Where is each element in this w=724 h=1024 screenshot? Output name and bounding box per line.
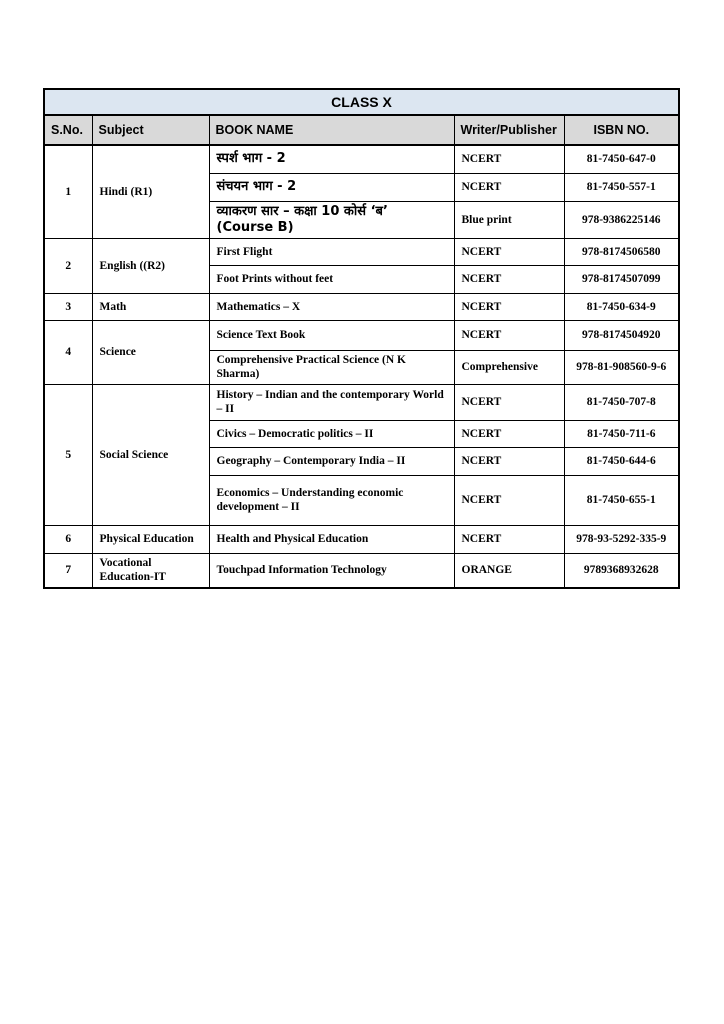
book-row xyxy=(44,145,679,173)
sno-cell: 2 xyxy=(44,239,92,294)
sno-cell: 6 xyxy=(44,525,92,553)
isbn-cell: 81-7450-711-6 xyxy=(564,420,679,447)
subject-cell: English ((R2) xyxy=(92,239,209,294)
book-row xyxy=(44,239,679,266)
sno-cell: 7 xyxy=(44,553,92,587)
book-row xyxy=(44,321,679,351)
book-name-cell: History – Indian and the contemporary World – II xyxy=(209,384,454,420)
table-title-row xyxy=(44,89,679,115)
subject-cell: Vocational Education-IT xyxy=(92,553,209,587)
book-name-cell: Comprehensive Practical Science (N K Sharma) xyxy=(209,351,454,385)
table-header-row xyxy=(44,115,679,145)
column-header-writer-publisher: Writer/Publisher xyxy=(454,115,564,145)
writer-publisher-cell: NCERT xyxy=(454,173,564,201)
sno-cell: 4 xyxy=(44,321,92,385)
book-name-cell: व्याकरण सार – कक्षा 10 कोर्स ‘ब’ (Course B) xyxy=(209,201,454,239)
subject-cell: Math xyxy=(92,294,209,321)
book-row xyxy=(44,294,679,321)
subject-cell: Science xyxy=(92,321,209,385)
writer-publisher-cell: NCERT xyxy=(454,475,564,525)
book-name-cell: Civics – Democratic politics – II xyxy=(209,420,454,447)
isbn-cell: 978-8174504920 xyxy=(564,321,679,351)
sno-cell: 1 xyxy=(44,145,92,239)
isbn-cell: 81-7450-644-6 xyxy=(564,447,679,475)
book-list-table xyxy=(43,88,680,589)
isbn-cell: 9789368932628 xyxy=(564,553,679,587)
book-row xyxy=(44,525,679,553)
table-title: CLASS X xyxy=(44,89,679,115)
isbn-cell: 81-7450-707-8 xyxy=(564,384,679,420)
sno-cell: 5 xyxy=(44,384,92,525)
writer-publisher-cell: NCERT xyxy=(454,384,564,420)
subject-cell: Social Science xyxy=(92,384,209,525)
subject-cell: Physical Education xyxy=(92,525,209,553)
book-name-cell: Science Text Book xyxy=(209,321,454,351)
column-header-book-name: BOOK NAME xyxy=(209,115,454,145)
column-header-isbn: ISBN NO. xyxy=(564,115,679,145)
book-row xyxy=(44,384,679,420)
column-header-sno: S.No. xyxy=(44,115,92,145)
book-name-cell: स्पर्श भाग - 2 xyxy=(209,145,454,173)
isbn-cell: 81-7450-655-1 xyxy=(564,475,679,525)
book-name-cell: संचयन भाग - 2 xyxy=(209,173,454,201)
writer-publisher-cell: NCERT xyxy=(454,266,564,294)
writer-publisher-cell: NCERT xyxy=(454,447,564,475)
book-name-cell: Health and Physical Education xyxy=(209,525,454,553)
book-row xyxy=(44,553,679,587)
isbn-cell: 978-9386225146 xyxy=(564,201,679,239)
isbn-cell: 81-7450-647-0 xyxy=(564,145,679,173)
writer-publisher-cell: NCERT xyxy=(454,420,564,447)
book-name-cell: Economics – Understanding economic development – II xyxy=(209,475,454,525)
isbn-cell: 978-93-5292-335-9 xyxy=(564,525,679,553)
writer-publisher-cell: NCERT xyxy=(454,239,564,266)
book-name-cell: Touchpad Information Technology xyxy=(209,553,454,587)
writer-publisher-cell: Comprehensive xyxy=(454,351,564,385)
writer-publisher-cell: NCERT xyxy=(454,321,564,351)
column-header-subject: Subject xyxy=(92,115,209,145)
book-name-cell: Geography – Contemporary India – II xyxy=(209,447,454,475)
book-name-cell: Mathematics – X xyxy=(209,294,454,321)
writer-publisher-cell: NCERT xyxy=(454,294,564,321)
writer-publisher-cell: NCERT xyxy=(454,145,564,173)
book-name-cell: First Flight xyxy=(209,239,454,266)
sno-cell: 3 xyxy=(44,294,92,321)
isbn-cell: 81-7450-557-1 xyxy=(564,173,679,201)
book-table-body xyxy=(44,145,679,588)
isbn-cell: 978-8174506580 xyxy=(564,239,679,266)
isbn-cell: 81-7450-634-9 xyxy=(564,294,679,321)
writer-publisher-cell: NCERT xyxy=(454,525,564,553)
writer-publisher-cell: ORANGE xyxy=(454,553,564,587)
isbn-cell: 978-81-908560-9-6 xyxy=(564,351,679,385)
isbn-cell: 978-8174507099 xyxy=(564,266,679,294)
subject-cell: Hindi (R1) xyxy=(92,145,209,239)
writer-publisher-cell: Blue print xyxy=(454,201,564,239)
book-name-cell: Foot Prints without feet xyxy=(209,266,454,294)
